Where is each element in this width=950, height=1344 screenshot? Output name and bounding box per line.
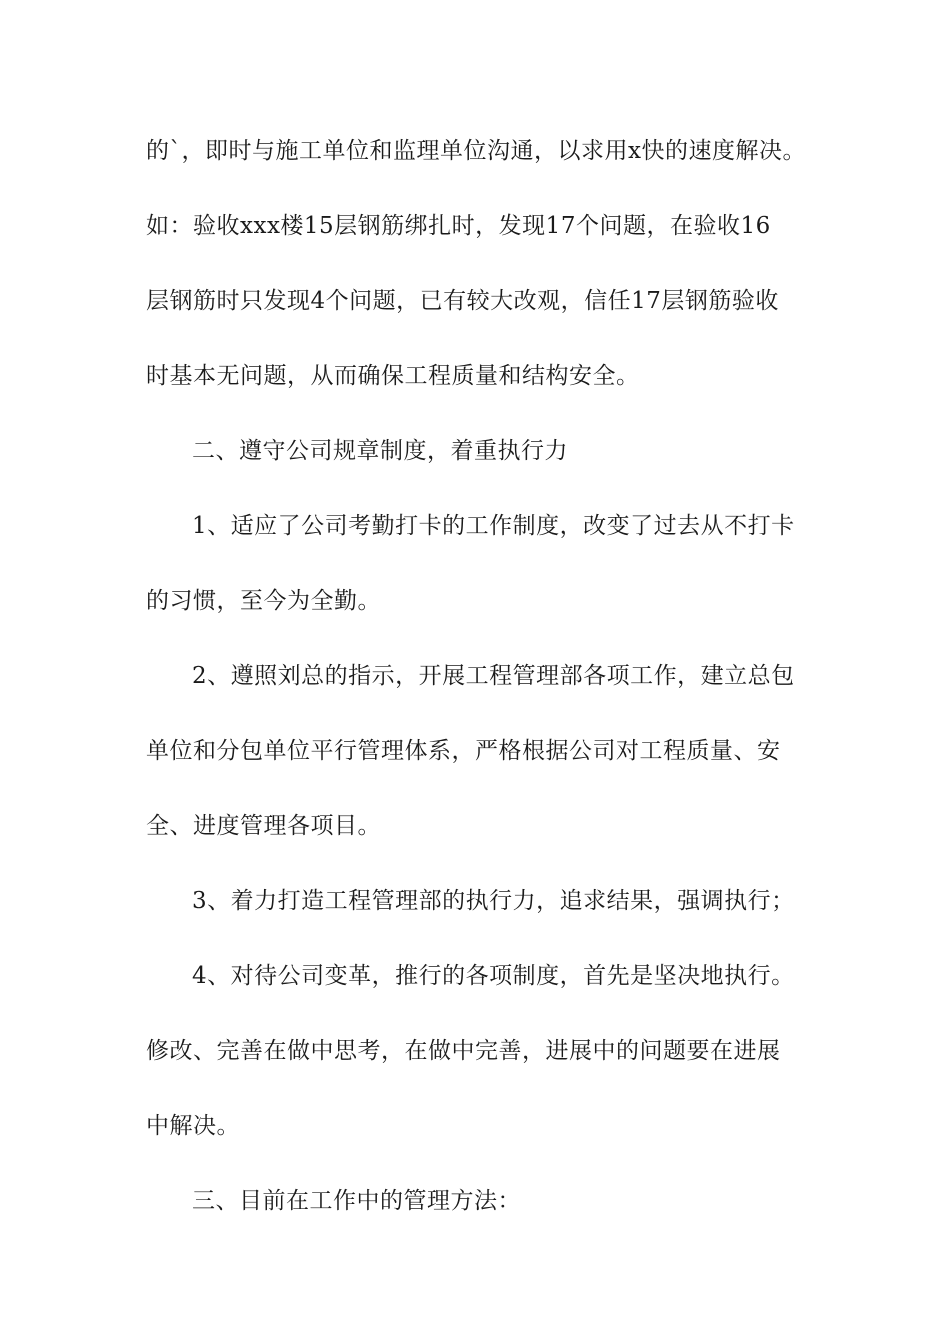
item-4-line-3: 中解决。 bbox=[146, 1113, 240, 1139]
text-line-2: 如：验收xxx楼15层钢筋绑扎时，发现17个问题，在验收16 bbox=[146, 213, 771, 239]
item-3-line-1: 3、着力打造工程管理部的执行力，追求结果，强调执行； bbox=[192, 888, 795, 914]
section-heading-3: 三、目前在工作中的管理方法： bbox=[192, 1188, 521, 1214]
item-1-line-1: 1、适应了公司考勤打卡的工作制度，改变了过去从不打卡 bbox=[192, 513, 795, 539]
item-2-line-1: 2、遵照刘总的指示，开展工程管理部各项工作，建立总包 bbox=[192, 663, 795, 689]
item-2-line-3: 全、进度管理各项目。 bbox=[146, 813, 381, 839]
item-1-line-2: 的习惯，至今为全勤。 bbox=[146, 588, 381, 614]
item-4-line-1: 4、对待公司变革，推行的各项制度，首先是坚决地执行。 bbox=[192, 963, 795, 989]
text-line-3: 层钢筋时只发现4个问题，已有较大改观，信任17层钢筋验收 bbox=[146, 288, 779, 314]
text-line-1: 的`，即时与施工单位和监理单位沟通，以求用x快的速度解决。 bbox=[146, 138, 806, 164]
text-line-4: 时基本无问题，从而确保工程质量和结构安全。 bbox=[146, 363, 640, 389]
item-4-line-2: 修改、完善在做中思考，在做中完善，进展中的问题要在进展 bbox=[146, 1038, 781, 1064]
section-heading-2: 二、遵守公司规章制度，着重执行力 bbox=[192, 438, 568, 464]
item-2-line-2: 单位和分包单位平行管理体系，严格根据公司对工程质量、安 bbox=[146, 738, 781, 764]
